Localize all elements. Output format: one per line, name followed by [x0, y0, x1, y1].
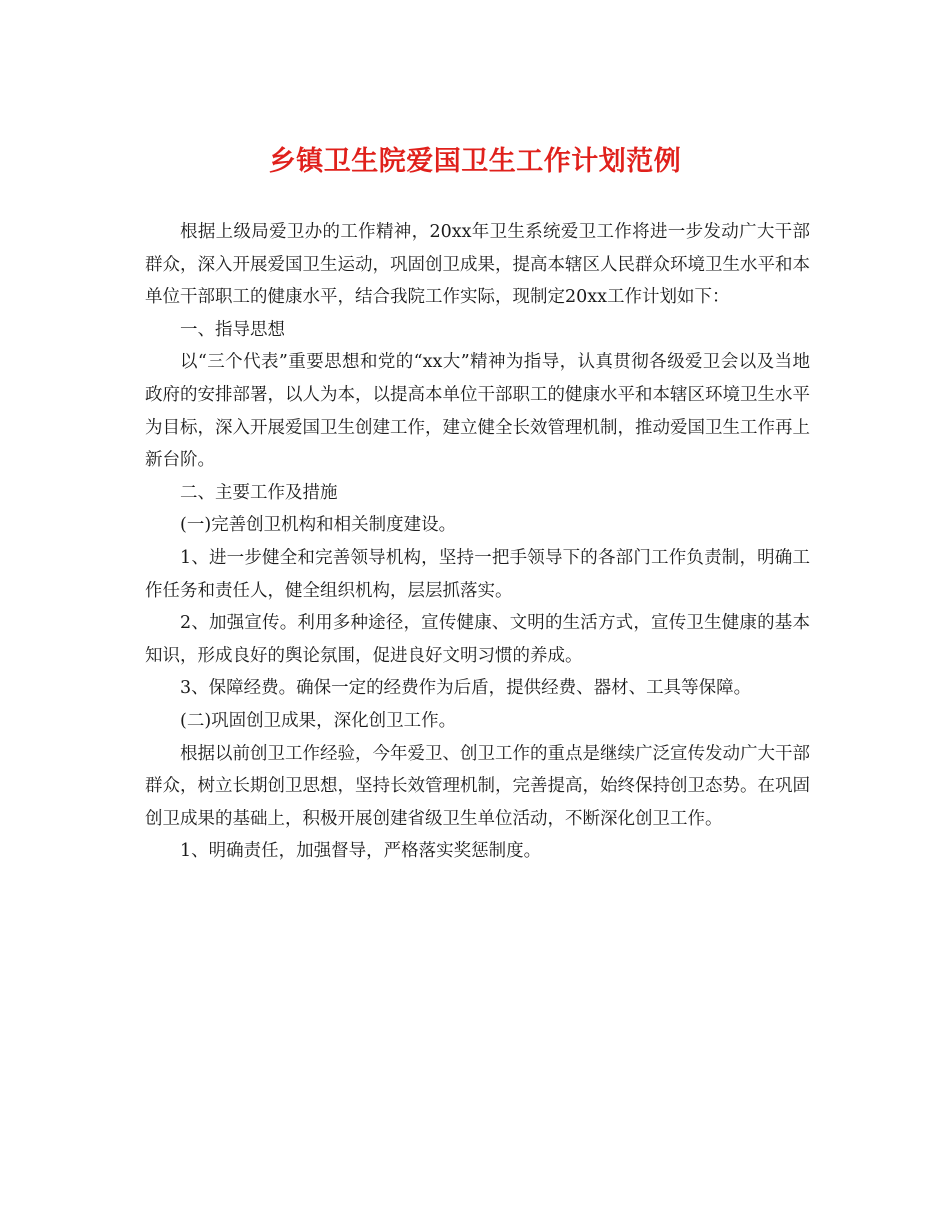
document-body [145, 216, 810, 868]
document-title: 乡镇卫生院爱国卫生工作计划范例 [268, 146, 682, 177]
paragraph-intro: 根据上级局爱卫办的工作精神，20xx年卫生系统爱卫工作将进一步发动广大干部群众，深入开展爱国卫生运动，巩固创卫成果，提高本辖区人民群众环境卫生水平和本单位干部职工的健康水平，结合我院工作实际，现制定20xx工作计划如下： [145, 222, 810, 308]
heading-main-work-measures: 二、主要工作及措施 [180, 482, 338, 503]
heading-guiding-ideology: 一、指导思想 [180, 319, 285, 340]
list-item-funding: 3、保障经费。确保一定的经费作为后盾，提供经费、器材、工具等保障。 [180, 678, 752, 699]
subheading-consolidate-results: (二)巩固创卫成果，深化创卫工作。 [180, 710, 457, 731]
list-item-responsibility: 1、明确责任，加强督导，严格落实奖惩制度。 [180, 841, 542, 862]
paragraph-consolidate-results: 根据以前创卫工作经验，今年爱卫、创卫工作的重点是继续广泛宣传发动广大干部群众，树立长期创卫思想，坚持长效管理机制，完善提高，始终保持创卫态势。在巩固创卫成果的基础上，积极开展创建省级卫生单位活动，不断深化创卫工作。 [145, 743, 810, 829]
list-item-publicity: 2、加强宣传。利用多种途径，宣传健康、文明的生活方式，宣传卫生健康的基本知识，形成良好的舆论氛围，促进良好文明习惯的养成。 [145, 613, 810, 666]
paragraph-guiding-ideology: 以“三个代表”重要思想和党的“xx大”精神为指导，认真贯彻各级爱卫会以及当地政府的安排部署，以人为本，以提高本单位干部职工的健康水平和本辖区环境卫生水平为目标，深入开展爱国卫生创建工作，建立健全长效管理机制，推动爱国卫生工作再上新台阶。 [145, 352, 810, 471]
subheading-institution-building: (一)完善创卫机构和相关制度建设。 [180, 515, 457, 536]
list-item-leadership: 1、进一步健全和完善领导机构，坚持一把手领导下的各部门工作负责制，明确工作任务和责任人，健全组织机构，层层抓落实。 [145, 547, 810, 601]
